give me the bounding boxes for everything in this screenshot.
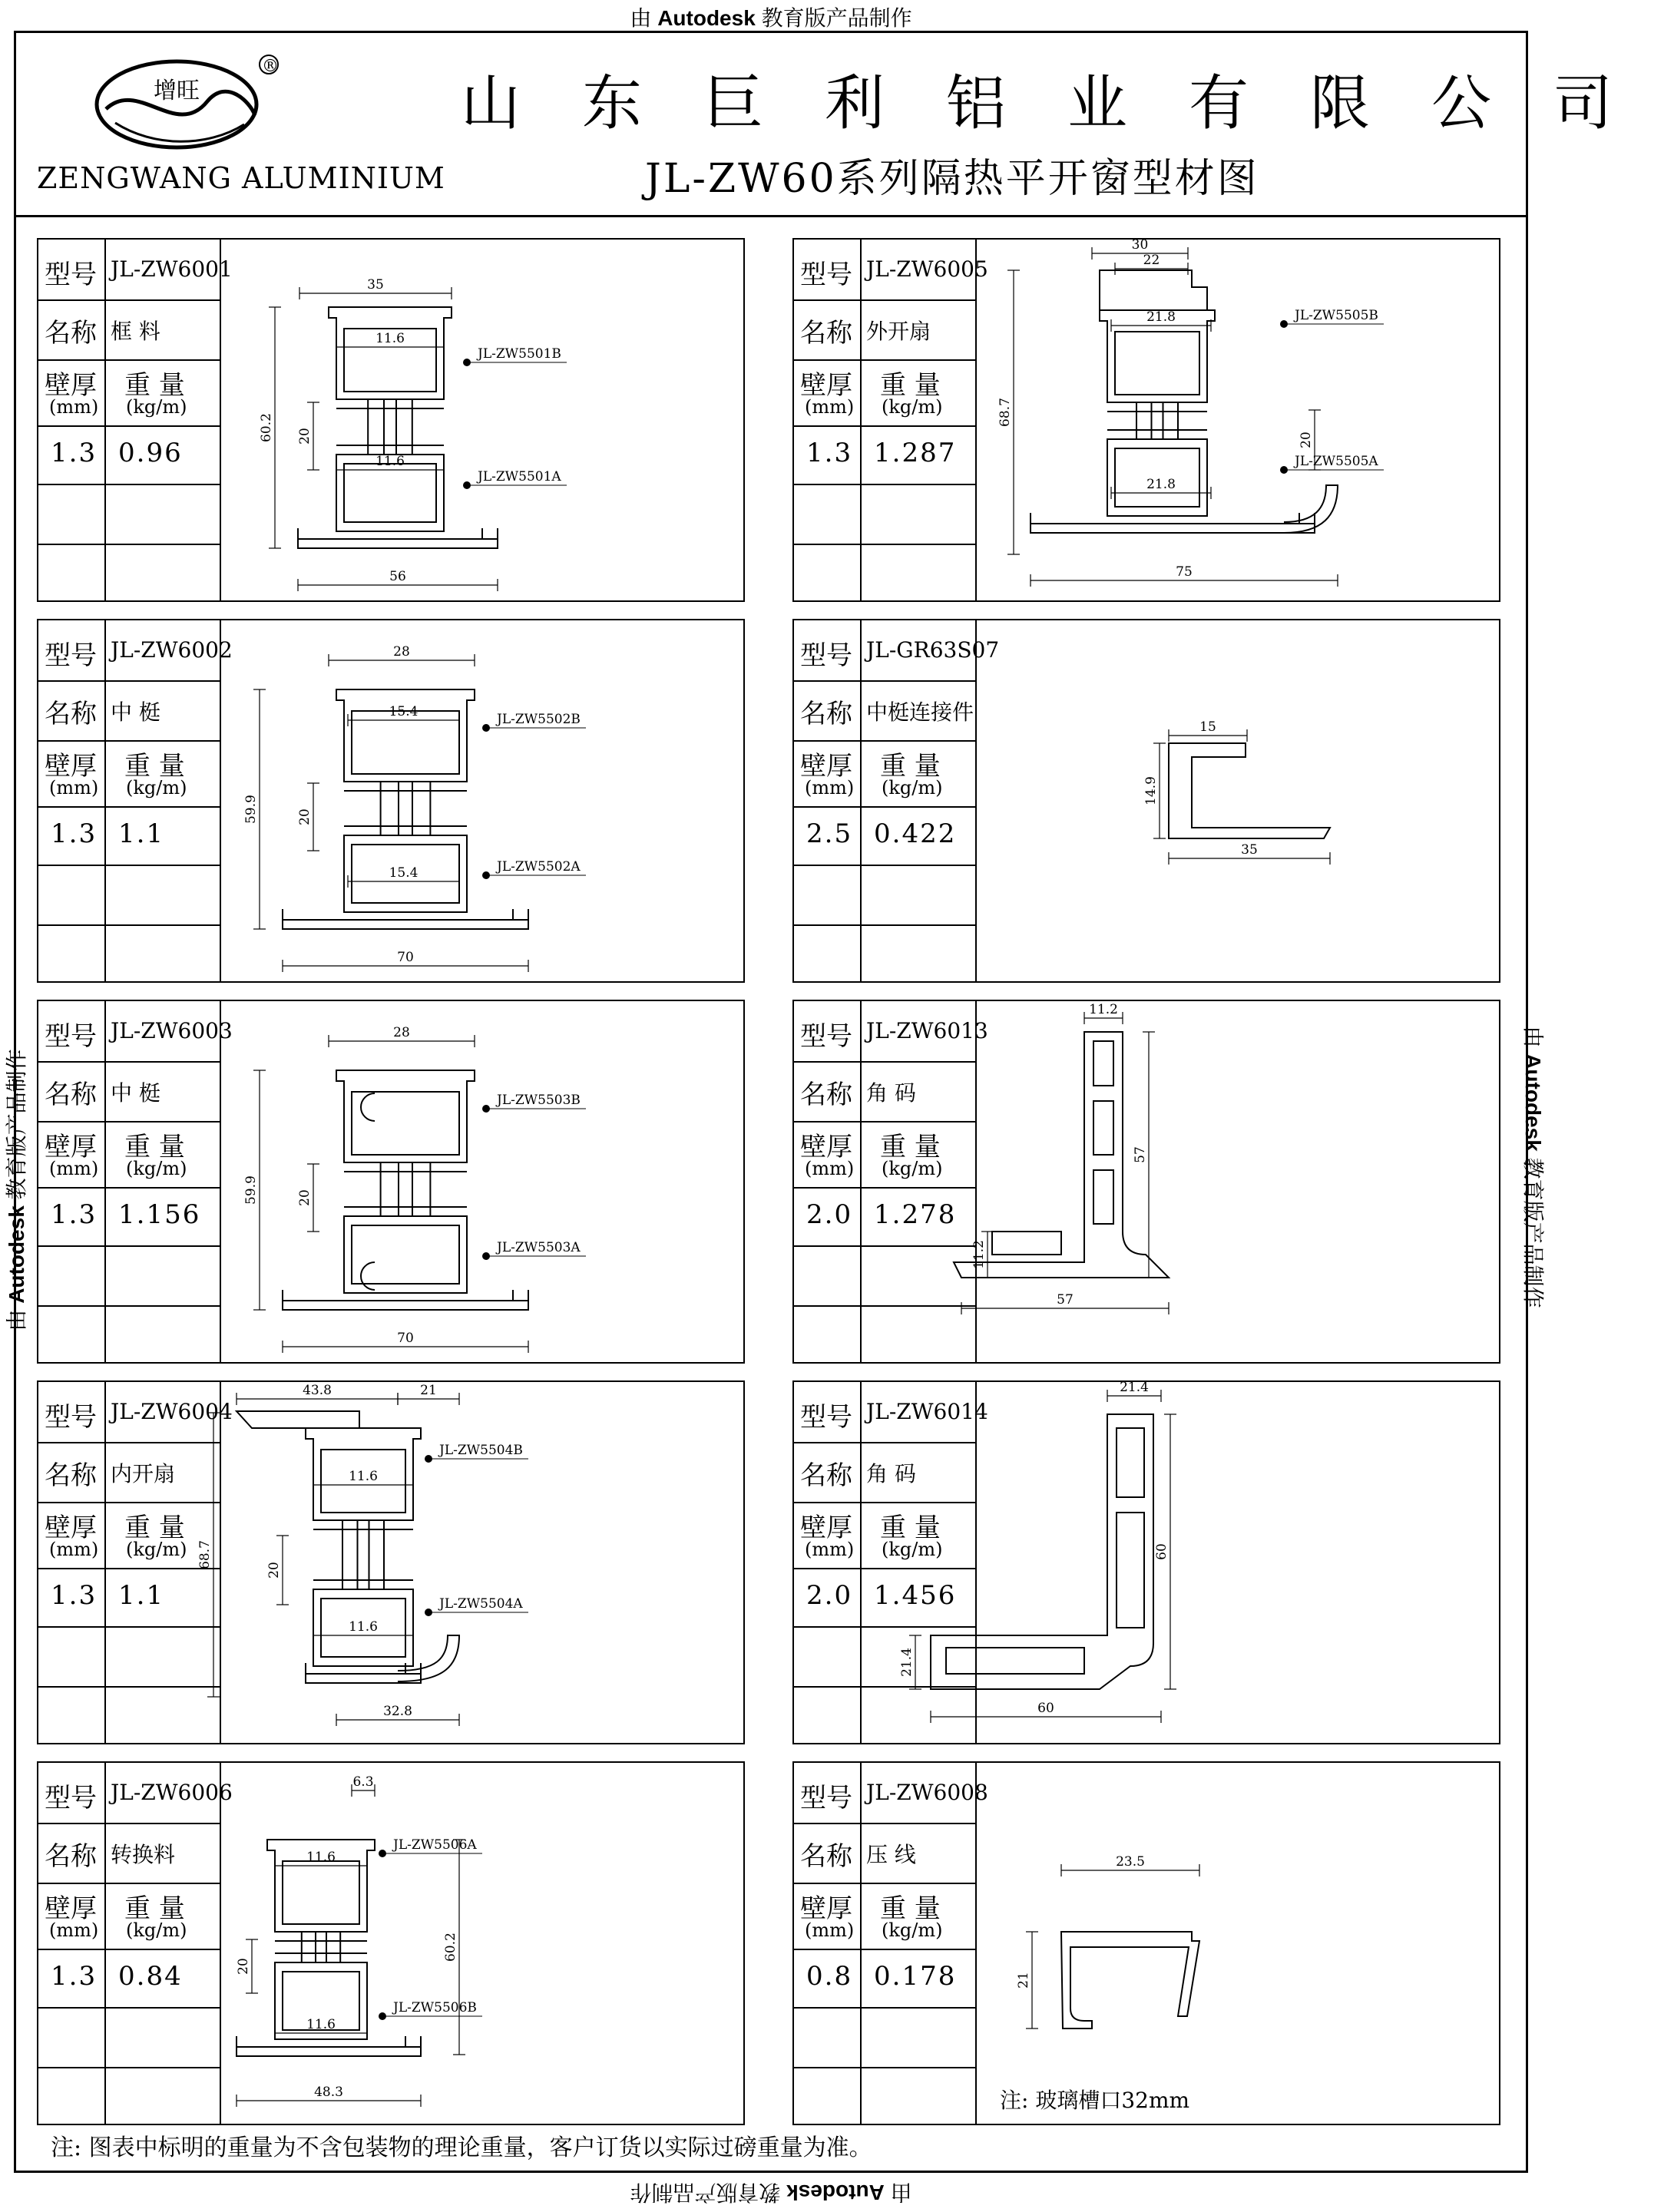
table-rule xyxy=(794,2067,975,2068)
model-value: JL-ZW6005 xyxy=(866,256,988,282)
profile-drawing xyxy=(221,620,745,981)
thermal-break xyxy=(368,399,412,455)
thickness-value: 2.0 xyxy=(806,1199,853,1230)
profile-drawing xyxy=(221,1001,745,1362)
spec-table xyxy=(38,620,233,981)
table-rule xyxy=(38,924,220,926)
model-value: JL-ZW6003 xyxy=(111,1018,233,1043)
part-number: JL-ZW5506B xyxy=(393,2000,477,2015)
part-number: JL-ZW5506A xyxy=(393,1837,477,1853)
kgm-unit: (kg/m) xyxy=(882,1158,943,1179)
table-divider xyxy=(860,1382,862,1743)
kgm-unit: (kg/m) xyxy=(126,1919,187,1941)
wall-thickness-label: 壁厚 xyxy=(800,1893,852,1924)
name-label: 名称 xyxy=(800,699,852,729)
thermal-break xyxy=(302,1932,340,1962)
table-rule xyxy=(38,1686,220,1688)
table-rule xyxy=(38,299,220,301)
table-rule xyxy=(38,740,220,742)
profile-card-jl-zw6004 xyxy=(37,1380,745,1744)
weight-value: 1.156 xyxy=(118,1199,201,1230)
model-value: JL-ZW6006 xyxy=(111,1780,233,1805)
dimension-label: 14.9 xyxy=(1143,776,1159,805)
table-rule xyxy=(794,1626,975,1628)
table-divider xyxy=(104,1763,106,2124)
table-rule xyxy=(38,1626,220,1628)
dimension-label: 11.6 xyxy=(375,331,405,346)
table-rule xyxy=(38,2007,220,2009)
weight-label: 重 量 xyxy=(124,1893,185,1924)
table-divider xyxy=(860,240,862,600)
thermal-break xyxy=(381,782,431,835)
thickness-value: 2.5 xyxy=(806,818,853,849)
part-number: JL-ZW5502A xyxy=(497,859,581,875)
table-rule xyxy=(38,1305,220,1307)
name-label: 名称 xyxy=(45,1460,97,1491)
profile-card-jl-zw6006 xyxy=(37,1761,745,2125)
table-rule xyxy=(794,1442,975,1443)
dimension-label: 11.2 xyxy=(971,1240,987,1269)
table-rule xyxy=(38,1245,220,1247)
chamber xyxy=(352,1092,459,1155)
name-label: 名称 xyxy=(45,1841,97,1872)
table-rule xyxy=(794,2007,975,2009)
dimension-label: 20 xyxy=(297,1189,313,1206)
logo-text: 增旺 xyxy=(154,78,200,104)
weight-label: 重 量 xyxy=(880,751,941,782)
table-rule xyxy=(794,924,975,926)
table-rule xyxy=(794,425,975,427)
table-rule xyxy=(38,1568,220,1569)
name-value: 外开扇 xyxy=(866,319,931,344)
thermal-break-edge xyxy=(336,399,444,455)
table-rule xyxy=(38,1823,220,1824)
dimension-label: 21.8 xyxy=(1146,477,1176,492)
name-label: 名称 xyxy=(800,1460,852,1491)
weight-value: 1.1 xyxy=(118,818,165,849)
weight-value: 1.278 xyxy=(874,1199,957,1230)
dimension-label: 20 xyxy=(266,1562,282,1579)
dimension-label: 56 xyxy=(389,569,406,584)
table-divider xyxy=(104,1001,106,1362)
table-rule xyxy=(38,806,220,808)
weight-value: 1.287 xyxy=(874,438,957,468)
model-label: 型号 xyxy=(800,640,852,671)
corner-chamber xyxy=(992,1041,1113,1255)
wall-thickness-label: 壁厚 xyxy=(800,1132,852,1162)
name-value: 中 梃 xyxy=(111,699,160,725)
weight-label: 重 量 xyxy=(880,1513,941,1543)
model-value: JL-ZW6001 xyxy=(111,256,233,282)
table-rule xyxy=(794,544,975,545)
profile-drawing xyxy=(221,1763,745,2124)
dimension-label: 21 xyxy=(420,1383,437,1398)
table-rule xyxy=(38,1061,220,1063)
model-label: 型号 xyxy=(800,1783,852,1814)
table-rule xyxy=(38,2067,220,2068)
dimension-label: 60 xyxy=(1037,1701,1054,1716)
wall-thickness-label: 壁厚 xyxy=(800,751,852,782)
mm-unit: (mm) xyxy=(805,777,855,799)
header-divider xyxy=(14,215,1528,217)
table-rule xyxy=(38,425,220,427)
name-label: 名称 xyxy=(800,318,852,349)
thickness-value: 1.3 xyxy=(51,1580,98,1611)
model-label: 型号 xyxy=(45,1783,97,1814)
dimension-label: 59.9 xyxy=(243,795,259,824)
dimension-label: 11.6 xyxy=(349,1619,378,1635)
table-rule xyxy=(794,1121,975,1123)
thickness-value: 0.8 xyxy=(806,1961,853,1992)
kgm-unit: (kg/m) xyxy=(126,396,187,418)
model-label: 型号 xyxy=(800,1021,852,1052)
spec-table xyxy=(38,240,233,600)
table-rule xyxy=(38,1187,220,1189)
company-logo xyxy=(92,48,284,155)
dimension-label: 59.9 xyxy=(243,1175,259,1205)
spec-table xyxy=(794,620,1000,981)
profile-card-jl-zw6014 xyxy=(792,1380,1500,1744)
table-rule xyxy=(38,1121,220,1123)
part-number: JL-ZW5505A xyxy=(1295,454,1378,469)
watermark-right: 由 Autodesk 教育版产品制作 xyxy=(1521,1026,1545,1308)
dimension-label: 11.6 xyxy=(306,2017,336,2032)
wall-thickness-label: 壁厚 xyxy=(45,370,97,401)
weight-label: 重 量 xyxy=(880,1132,941,1162)
profile-card-jl-zw6003 xyxy=(37,1000,745,1364)
thermal-break-edge xyxy=(275,1932,367,1962)
dimension-label: 21.4 xyxy=(1120,1380,1149,1395)
profile-card-jl-zw6001 xyxy=(37,238,745,602)
profile-outline xyxy=(329,307,452,399)
profile-card-jl-zw6005 xyxy=(792,238,1500,602)
mm-unit: (mm) xyxy=(49,777,99,799)
chamber xyxy=(352,1225,459,1284)
dimension-label: 28 xyxy=(393,1025,410,1040)
table-rule xyxy=(794,740,975,742)
profile-outline xyxy=(336,689,475,782)
table-rule xyxy=(38,1949,220,1950)
table-divider xyxy=(104,620,106,981)
dimension-label: 15 xyxy=(1199,719,1216,735)
watermark-left: 由 Autodesk 教育版产品制作 xyxy=(5,1049,28,1331)
table-rule xyxy=(38,1883,220,1884)
hook xyxy=(361,1093,375,1290)
table-divider xyxy=(104,240,106,600)
table-rule xyxy=(38,359,220,361)
dimension-label: 6.3 xyxy=(352,1774,374,1790)
name-label: 名称 xyxy=(800,1080,852,1110)
thermal-break xyxy=(342,1520,384,1589)
dimension-label: 68.7 xyxy=(997,398,1013,427)
footer-note: 注: 图表中标明的重量为不含包装物的理论重量，客户订货以实际过磅重量为准。 xyxy=(51,2134,872,2161)
weight-label: 重 量 xyxy=(124,370,185,401)
mm-unit: (mm) xyxy=(805,1919,855,1941)
table-rule xyxy=(794,865,975,866)
glazing-bead xyxy=(1061,1932,1199,2028)
mm-unit: (mm) xyxy=(805,1158,855,1179)
profile-drawing xyxy=(977,620,1500,981)
weight-value: 0.96 xyxy=(118,438,183,468)
name-value: 内开扇 xyxy=(111,1461,176,1486)
weight-label: 重 量 xyxy=(124,1132,185,1162)
kgm-unit: (kg/m) xyxy=(126,777,187,799)
dimension-label: 20 xyxy=(1299,431,1314,448)
dimension-label: 48.3 xyxy=(314,2085,343,2100)
table-rule xyxy=(794,1568,975,1569)
dimension-label: 30 xyxy=(1131,237,1149,253)
watermark-top: 由 Autodesk 教育版产品制作 xyxy=(630,6,912,30)
mm-unit: (mm) xyxy=(49,1539,99,1560)
table-rule xyxy=(794,806,975,808)
model-label: 型号 xyxy=(45,1402,97,1433)
dimension-label: 15.4 xyxy=(389,865,418,881)
weight-value: 1.456 xyxy=(874,1580,957,1611)
table-divider xyxy=(860,620,862,981)
table-rule xyxy=(794,1686,975,1688)
dimension-label: 21.4 xyxy=(899,1648,915,1677)
name-value: 角 码 xyxy=(866,1461,916,1486)
dimension-label: 60.2 xyxy=(443,1933,458,1962)
name-label: 名称 xyxy=(45,318,97,349)
thermal-break-edge xyxy=(344,1162,467,1216)
name-label: 名称 xyxy=(45,699,97,729)
thermal-break xyxy=(1136,402,1178,439)
spec-table xyxy=(38,1382,233,1743)
logo-english-name: ZENGWANG ALUMINIUM xyxy=(37,161,445,195)
thickness-value: 1.3 xyxy=(51,438,98,468)
table-rule xyxy=(38,544,220,545)
part-number: JL-ZW5504B xyxy=(439,1443,523,1458)
weight-value: 1.1 xyxy=(118,1580,165,1611)
profile-card-jl-zw6008 xyxy=(792,1761,1500,2125)
thermal-break xyxy=(381,1162,431,1216)
dimension-label: 15.4 xyxy=(389,704,418,719)
name-value: 压 线 xyxy=(866,1842,916,1867)
curved-lip xyxy=(1284,485,1338,533)
dimension-label: 11.6 xyxy=(349,1469,378,1484)
top-flange xyxy=(237,1411,359,1428)
document-title: JL-ZW60系列隔热平开窗型材图 xyxy=(645,156,1259,202)
table-rule xyxy=(794,1061,975,1063)
table-rule xyxy=(794,1305,975,1307)
name-value: 转换料 xyxy=(111,1842,176,1867)
table-rule xyxy=(794,680,975,682)
spec-table xyxy=(38,1001,233,1362)
table-rule xyxy=(794,1502,975,1503)
dimension-label: 70 xyxy=(397,950,414,965)
dimension-label: 60.2 xyxy=(259,413,274,442)
name-value: 角 码 xyxy=(866,1080,916,1106)
mm-unit: (mm) xyxy=(805,396,855,418)
weight-value: 0.84 xyxy=(118,1961,183,1992)
model-label: 型号 xyxy=(45,1021,97,1052)
wall-thickness-label: 壁厚 xyxy=(800,1513,852,1543)
table-rule xyxy=(794,1187,975,1189)
profile-card-jl-zw6013 xyxy=(792,1000,1500,1364)
table-rule xyxy=(38,865,220,866)
model-value: JL-ZW6013 xyxy=(866,1018,988,1043)
dimension-label: 21 xyxy=(1016,1972,1031,1989)
table-divider xyxy=(860,1001,862,1362)
kgm-unit: (kg/m) xyxy=(882,1919,943,1941)
chamber xyxy=(1115,332,1199,395)
table-rule xyxy=(794,1883,975,1884)
weight-value: 0.422 xyxy=(874,818,957,849)
watermark-bottom: 由 Autodesk 教育版产品制作 xyxy=(630,2181,912,2204)
kgm-unit: (kg/m) xyxy=(882,396,943,418)
dimension-label: 23.5 xyxy=(1116,1854,1145,1870)
profile-outline xyxy=(336,1070,475,1162)
table-rule xyxy=(794,1245,975,1247)
dimension-label: 57 xyxy=(1133,1146,1148,1163)
table-divider xyxy=(860,1763,862,2124)
dimension-label: 57 xyxy=(1057,1292,1074,1308)
dimension-label: 11.6 xyxy=(306,1850,336,1865)
wall-thickness-label: 壁厚 xyxy=(45,1893,97,1924)
table-rule xyxy=(38,680,220,682)
name-label: 名称 xyxy=(800,1841,852,1872)
name-value: 中 梃 xyxy=(111,1080,160,1106)
profile-card-jl-zw6002 xyxy=(37,619,745,983)
chamber xyxy=(344,464,436,522)
dimension-label: 70 xyxy=(397,1331,414,1346)
chamber xyxy=(283,1861,359,1924)
model-label: 型号 xyxy=(45,640,97,671)
company-name: 山东巨利铝业有限公司 xyxy=(461,69,1674,138)
thermal-break-edge xyxy=(1107,402,1207,439)
model-label: 型号 xyxy=(45,260,97,290)
weight-label: 重 量 xyxy=(880,370,941,401)
kgm-unit: (kg/m) xyxy=(126,1158,187,1179)
thermal-break-edge xyxy=(313,1520,413,1589)
thickness-value: 1.3 xyxy=(51,1199,98,1230)
profile-drawing xyxy=(971,1001,1500,1362)
part-number: JL-ZW5501A xyxy=(478,469,561,484)
dimension-label: 75 xyxy=(1176,564,1193,580)
profile-drawing xyxy=(221,240,745,600)
dimension-label: 20 xyxy=(297,428,313,445)
thickness-value: 2.0 xyxy=(806,1580,853,1611)
model-value: JL-ZW6008 xyxy=(866,1780,988,1805)
dimension-label: 35 xyxy=(367,277,384,293)
mm-unit: (mm) xyxy=(49,1158,99,1179)
wall-thickness-label: 壁厚 xyxy=(45,1513,97,1543)
dimension-label: 11.2 xyxy=(1089,1002,1118,1017)
wall-thickness-label: 壁厚 xyxy=(45,751,97,782)
dimension-label: 43.8 xyxy=(303,1383,332,1398)
weight-label: 重 量 xyxy=(880,1893,941,1924)
profile-outline xyxy=(1100,270,1207,310)
profile-drawing xyxy=(197,1382,745,1743)
wall-thickness-label: 壁厚 xyxy=(45,1132,97,1162)
table-rule xyxy=(794,1949,975,1950)
kgm-unit: (kg/m) xyxy=(126,1539,187,1560)
mm-unit: (mm) xyxy=(49,1919,99,1941)
connector-outline xyxy=(1169,743,1330,838)
part-number: JL-ZW5503A xyxy=(497,1240,581,1255)
name-label: 名称 xyxy=(45,1080,97,1110)
mm-unit: (mm) xyxy=(49,396,99,418)
weight-label: 重 量 xyxy=(124,1513,185,1543)
spec-table xyxy=(38,1763,233,2124)
dimension-label: 32.8 xyxy=(383,1704,412,1719)
spec-table xyxy=(794,1763,988,2124)
profile-drawing xyxy=(977,237,1500,600)
table-rule xyxy=(794,359,975,361)
model-value: JL-ZW6002 xyxy=(111,637,233,663)
table-rule xyxy=(38,484,220,485)
thickness-value: 1.3 xyxy=(51,818,98,849)
dimension-label: 28 xyxy=(393,644,410,660)
model-value: JL-ZW6014 xyxy=(866,1399,988,1424)
table-rule xyxy=(38,1502,220,1503)
model-label: 型号 xyxy=(800,1402,852,1433)
part-number: JL-ZW5505B xyxy=(1295,308,1378,323)
weight-label: 重 量 xyxy=(124,751,185,782)
table-rule xyxy=(794,299,975,301)
part-number: JL-ZW5501B xyxy=(478,346,561,362)
thickness-value: 1.3 xyxy=(806,438,853,468)
thickness-value: 1.3 xyxy=(51,1961,98,1992)
glass-slot-note: 注: 玻璃槽口32mm xyxy=(1000,2088,1190,2113)
part-number: JL-ZW5504A xyxy=(439,1596,523,1612)
thermal-break-edge xyxy=(344,782,467,835)
model-label: 型号 xyxy=(800,260,852,290)
profile-drawing xyxy=(977,1763,1500,2124)
table-rule xyxy=(38,1442,220,1443)
registered-mark: ® xyxy=(262,57,279,76)
dimension-label: 35 xyxy=(1241,842,1258,858)
weight-value: 0.178 xyxy=(874,1961,957,1992)
dimension-label: 60 xyxy=(1154,1543,1169,1560)
table-rule xyxy=(794,484,975,485)
kgm-unit: (kg/m) xyxy=(882,1539,943,1560)
dimension-label: 20 xyxy=(297,808,313,825)
name-value: 框 料 xyxy=(111,319,160,344)
kgm-unit: (kg/m) xyxy=(882,777,943,799)
table-divider xyxy=(104,1382,106,1743)
profile-card-jl-gr63s07 xyxy=(792,619,1500,983)
model-value: JL-GR63S07 xyxy=(866,637,1000,663)
name-value: 中梃连接件 xyxy=(866,699,974,725)
mm-unit: (mm) xyxy=(805,1539,855,1560)
dimension-label: 68.7 xyxy=(197,1540,213,1569)
part-number: JL-ZW5502B xyxy=(497,712,581,727)
dimension-label: 21.8 xyxy=(1146,309,1176,325)
dimension-label: 20 xyxy=(236,1958,251,1975)
dimension-label: 11.6 xyxy=(375,454,405,469)
table-rule xyxy=(794,1823,975,1824)
spec-table xyxy=(794,240,988,600)
wall-thickness-label: 壁厚 xyxy=(800,370,852,401)
dimension-label: 22 xyxy=(1143,253,1160,268)
model-value: JL-ZW6004 xyxy=(111,1399,233,1424)
part-number: JL-ZW5503B xyxy=(497,1093,581,1108)
